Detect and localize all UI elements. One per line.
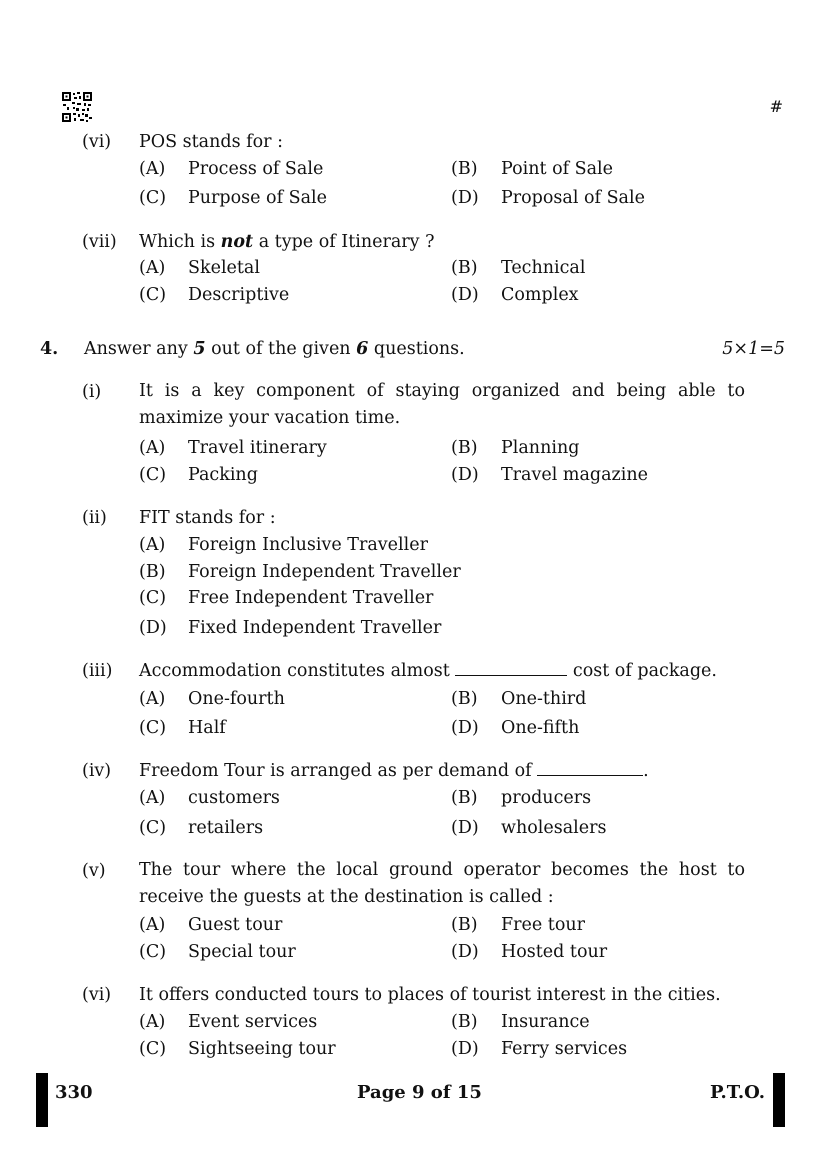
question-number: (iii) [82,661,113,681]
option-label: (C) [139,818,167,838]
option-label: (D) [139,618,167,638]
option-label: (D) [451,465,479,485]
section-marks: 5×1=5 [722,339,785,359]
option-text: Purpose of Sale [188,188,328,208]
question-text: POS stands for : [139,132,283,152]
option-text: Skeletal [188,258,260,278]
option-label: (B) [451,258,478,278]
option-text: Hosted tour [501,942,608,962]
option-text: Process of Sale [188,159,324,179]
option-label: (A) [139,1012,166,1032]
option-text: Insurance [501,1012,590,1032]
page-mark: # [769,97,783,116]
option-label: (D) [451,1039,479,1059]
option-label: (D) [451,818,479,838]
question-text: It is a key component of staying organized and being able to maximize your vacation time. [139,381,745,428]
option-text: Fixed Independent Traveller [188,618,442,638]
question-number: (vii) [82,232,117,252]
option-label: (B) [139,562,166,582]
answer-blank [455,661,567,676]
option-label: (A) [139,159,166,179]
option-text: customers [188,788,280,808]
answer-blank [537,761,643,776]
question-number: (iv) [82,761,112,781]
option-text: Half [188,718,226,738]
qr-code-icon [62,92,92,122]
option-label: (A) [139,438,166,458]
option-text: One-fourth [188,689,285,709]
option-text: Guest tour [188,915,283,935]
option-text: Special tour [188,942,296,962]
option-label: (C) [139,588,167,608]
option-text: One-fifth [501,718,580,738]
option-label: (A) [139,258,166,278]
option-label: (B) [451,788,478,808]
option-text: Free Independent Traveller [188,588,434,608]
option-text: One-third [501,689,587,709]
question-number: (vi) [82,985,112,1005]
question-text: It offers conducted tours to places of tourist interest in the cities. [139,985,721,1005]
question-text: Accommodation constitutes almost cost of package. [139,661,717,681]
option-text: Packing [188,465,258,485]
footer-left-bar [36,1073,48,1127]
option-text: Foreign Inclusive Traveller [188,535,428,555]
paper-code: 330 [55,1082,93,1103]
option-text: Descriptive [188,285,290,305]
option-label: (D) [451,285,479,305]
option-label: (C) [139,188,167,208]
section-number: 4. [40,339,59,359]
option-label: (A) [139,915,166,935]
option-text: wholesalers [501,818,607,838]
option-label: (D) [451,718,479,738]
option-label: (C) [139,1039,167,1059]
option-label: (C) [139,465,167,485]
option-text: Planning [501,438,580,458]
option-label: (B) [451,159,478,179]
question-number: (ii) [82,508,107,528]
option-text: Proposal of Sale [501,188,645,208]
section-instruction: Answer any 5 out of the given 6 questions. [84,339,465,359]
option-label: (D) [451,188,479,208]
option-label: (B) [451,689,478,709]
footer-right-bar [773,1073,785,1127]
option-text: Technical [501,258,586,278]
option-text: producers [501,788,592,808]
option-label: (D) [451,942,479,962]
option-text: Free tour [501,915,585,935]
question-number: (v) [82,861,106,881]
question-text: The tour where the local ground operator becomes the host to receive the guests at the destination is called : [139,860,745,907]
option-text: Travel itinerary [188,438,327,458]
option-label: (C) [139,718,167,738]
option-text: retailers [188,818,264,838]
option-label: (A) [139,689,166,709]
option-text: Travel magazine [501,465,648,485]
option-label: (A) [139,535,166,555]
page-number: Page 9 of 15 [357,1082,482,1103]
pto-label: P.T.O. [709,1082,765,1103]
option-label: (B) [451,1012,478,1032]
option-label: (B) [451,438,478,458]
question-text: Freedom Tour is arranged as per demand of . [139,761,649,781]
option-text: Event services [188,1012,318,1032]
option-text: Point of Sale [501,159,614,179]
option-label: (C) [139,285,167,305]
option-label: (C) [139,942,167,962]
option-text: Complex [501,285,579,305]
question-text: FIT stands for : [139,508,276,528]
option-text: Ferry services [501,1039,628,1059]
question-number: (i) [82,382,102,402]
option-text: Sightseeing tour [188,1039,336,1059]
option-text: Foreign Independent Traveller [188,562,461,582]
question-text: Which is not a type of Itinerary ? [139,232,435,252]
option-label: (A) [139,788,166,808]
option-label: (B) [451,915,478,935]
question-number: (vi) [82,132,112,152]
